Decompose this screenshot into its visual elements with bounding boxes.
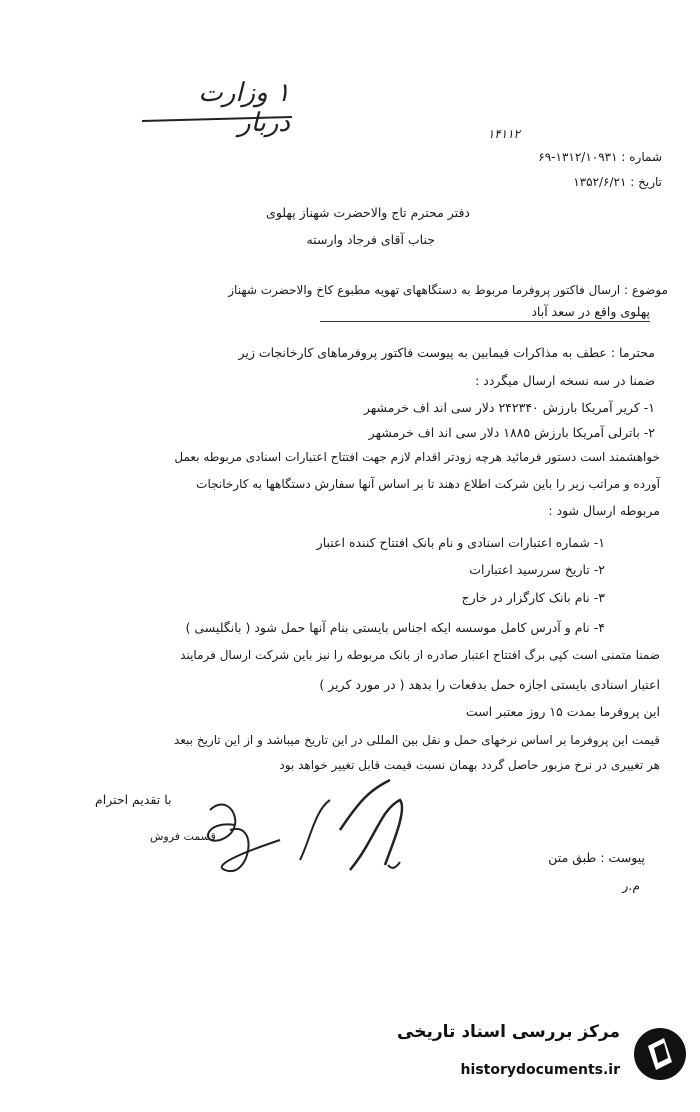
archive-logo-icon (630, 1024, 690, 1084)
number-label: شماره : (621, 150, 662, 164)
para4: این پروفرما بمدت ۱۵ روز معتبر است (465, 704, 660, 719)
subject-line-1: موضوع : ارسال فاکتور پروفرما مربوط به دستگاههای تهویه مطبوع کاخ والاحضرت شهناز (228, 283, 668, 297)
archive-watermark (397, 1004, 690, 1104)
para1-line-b: آورده و مراتب زیر را باین شرکت اطلاع دهند تا بر اساس آنها سفارش دستگاهها به کارخانجات (196, 477, 660, 491)
para5-line-b: هر تغییری در نرخ مزبور حاصل گردد بهمان نسبت قیمت قابل تغییر خواهد بود (279, 758, 660, 772)
sales-department: قسمت فروش (150, 830, 216, 843)
date-value: ۱۳۵۲/۶/۲۱ (573, 175, 627, 189)
para1-line-c: مربوطه ارسال شود : (548, 503, 660, 518)
watermark-site: historydocuments.ir (460, 1062, 620, 1078)
requirement-2: ۲- تاریخ سررسید اعتبارات (469, 562, 605, 577)
item-2: ۲- باترلی آمریکا بارزش ۱۸۸۵ دلار سی اند اف خرمشهر (368, 425, 655, 440)
date-label: تاریخ : (630, 175, 662, 189)
para1-line-a: خواهشمند است دستور فرمائید هرچه زودتر اقدام لازم جهت افتتاح اعتبارات اسنادی مربوطه بعمل (174, 450, 660, 464)
handwritten-title: ۱ وزارت دربار (198, 78, 290, 138)
para2: ضمنا متمنی است کپی برگ افتتاح اعتبار صادره از بانک مربوطه را نیز باین شرکت ارسال فرمایند (180, 648, 660, 662)
addressee-line-1: دفتر محترم تاج والاحضرت شهناز پهلوی (266, 205, 470, 220)
number-value: ۱۳۱۲/۱۰۹۳۱-۶۹ (538, 150, 618, 164)
body-intro-2: ضمنا در سه نسخه ارسال میگردد : (475, 373, 655, 388)
addressee-line-2: جناب آقای فرجاد وارسته (306, 232, 435, 247)
body-intro-1: محترما : عطف به مذاکرات فیمابین به پیوست فاکتور پروفرماهای کارخانجات زیر (238, 345, 655, 360)
closing-regards: با تقدیم احترام (95, 792, 172, 807)
date-row (573, 175, 662, 189)
para3: اعتبار اسنادی بایستی اجازه حمل بدفعات را بدهد ( در مورد کریر ) (319, 677, 660, 692)
requirement-3: ۳- نام بانک کارگزار در خارج (461, 590, 605, 605)
attachment-note: پیوست : طبق متن (548, 850, 645, 865)
para5-line-a: قیمت این پروفرما بر اساس نرخهای حمل و نقل بین المللی در این تاریخ میباشد و از این تاریخ ببعد (173, 733, 660, 747)
number-row (538, 150, 662, 164)
requirement-1: ۱- شماره اعتبارات اسنادی و نام بانک افتتاح کننده اعتبار (316, 535, 605, 550)
initials: م.ر (622, 878, 640, 893)
subject-line-2: پهلوی واقع در سعد آباد (320, 304, 650, 322)
watermark-name: مرکز بررسی اسناد تاریخی (397, 1022, 620, 1042)
number-note: ۱۴۱۱۲ (487, 127, 520, 141)
item-1: ۱- کریر آمریکا بارزش ۲۴۲۳۴۰ دلار سی اند اف خرمشهر (363, 400, 655, 415)
signature-graphic (190, 770, 430, 900)
requirement-4: ۴- نام و آدرس کامل موسسه ایکه اجناس بایستی بنام آنها حمل شود ( بانگلیسی ) (185, 620, 605, 635)
